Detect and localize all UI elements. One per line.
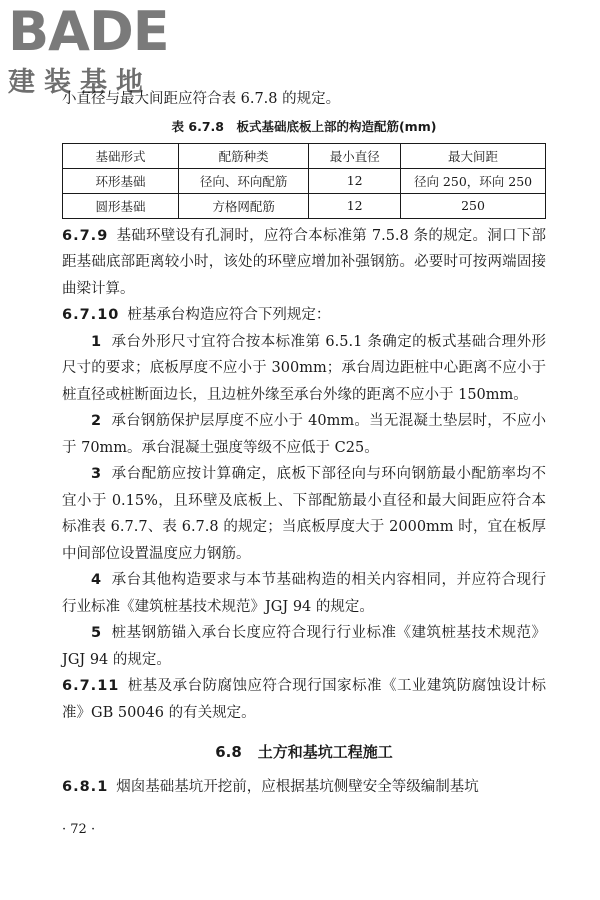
clause-text: 桩基承台构造应符合下列规定： xyxy=(127,307,331,323)
table-cell: 径向、环向配筋 xyxy=(178,168,308,193)
clause-6-8-1 xyxy=(62,774,546,801)
list-item xyxy=(62,567,546,620)
page-content xyxy=(62,86,546,801)
bade-logo xyxy=(8,6,183,98)
item-text: 承台钢筋保护层厚度不应小于 40mm。当无混凝土垫层时，不应小于 70mm。承台混凝土强度等级不应低于 C25。 xyxy=(62,413,546,456)
table-header-cell: 基础形式 xyxy=(63,143,179,168)
clause-number: 6.7.10 xyxy=(62,307,120,323)
item-number: 4 xyxy=(91,572,102,588)
list-item xyxy=(62,461,546,567)
table-row xyxy=(63,168,546,193)
item-number: 2 xyxy=(91,413,102,429)
table-cell: 环形基础 xyxy=(63,168,179,193)
list-item xyxy=(62,620,546,673)
table-cell: 250 xyxy=(401,193,546,218)
intro-line: 小直径与最大间距应符合表 6.7.8 的规定。 xyxy=(62,91,341,107)
page-number: · 72 · xyxy=(62,822,96,837)
clause-text: 烟囱基础基坑开挖前，应根据基坑侧壁安全等级编制基坑 xyxy=(116,779,479,795)
bade-wordmark xyxy=(8,6,183,58)
list-item xyxy=(62,329,546,409)
item-number: 5 xyxy=(91,625,102,641)
table-cell: 径向 250，环向 250 xyxy=(401,168,546,193)
item-number: 1 xyxy=(91,333,102,350)
clause-number: 6.8.1 xyxy=(62,779,109,795)
section-title-text: 土方和基坑工程施工 xyxy=(257,743,393,761)
list-item xyxy=(62,408,546,461)
section-number: 6.8 xyxy=(215,743,242,761)
item-text: 桩基钢筋锚入承台长度应符合现行行业标准《建筑桩基技术规范》JGJ 94 的规定。 xyxy=(62,625,546,668)
item-text: 承台外形尺寸宜符合按本标准第 6.5.1 条确定的板式基础合理外形尺寸的要求；底板厚度不应小于 300mm；承台周边距桩中心距离不应小于桩直径或桩断面边长，且边桩外缘至承台外缘的距离不应小于 150mm。 xyxy=(62,333,546,403)
table-cell: 圆形基础 xyxy=(63,193,179,218)
clause-number: 6.7.9 xyxy=(62,227,109,244)
bade-wordmark-text: BADE xyxy=(8,6,169,58)
item-number: 3 xyxy=(91,466,102,482)
clause-number: 6.7.11 xyxy=(62,678,120,694)
item-text: 承台配筋应按计算确定，底板下部径向与环向钢筋最小配筋率均不宜小于 0.15%，且环壁及底板上、下部配筋最小直径和最大间距应符合本标准表 6.7.7、表 6.7.8 的规定；当底板厚度大于 2000mm 时，宜在板厚中间部位设置温度应力钢筋。 xyxy=(62,466,546,562)
table-cell: 12 xyxy=(309,193,401,218)
section-heading xyxy=(62,740,546,764)
table-header-row xyxy=(63,143,546,168)
clause-6-7-10 xyxy=(62,302,546,329)
table-row xyxy=(63,193,546,218)
clause-6-7-11 xyxy=(62,673,546,726)
table-title: 表 6.7.8 板式基础底板上部的构造配筋(mm) xyxy=(171,118,437,134)
clause-text: 基础环壁设有孔洞时，应符合本标准第 7.5.8 条的规定。洞口下部距基础底部距离较小时，该处的环壁应增加补强钢筋。必要时可按两端固接曲梁计算。 xyxy=(62,227,546,297)
table-cell: 12 xyxy=(309,168,401,193)
table-cell: 方格网配筋 xyxy=(178,193,308,218)
table-header-cell: 最大间距 xyxy=(401,143,546,168)
table-header-cell: 配筋种类 xyxy=(178,143,308,168)
table-header-cell: 最小直径 xyxy=(309,143,401,168)
item-text: 承台其他构造要求与本节基础构造的相关内容相同，并应符合现行行业标准《建筑桩基技术规范》JGJ 94 的规定。 xyxy=(62,572,546,615)
reinforcement-table xyxy=(62,143,546,219)
clause-6-7-9 xyxy=(62,223,546,303)
logo-subtitle: 建装基地 xyxy=(8,67,152,98)
clause-text: 桩基及承台防腐蚀应符合现行国家标准《工业建筑防腐蚀设计标准》GB 50046 的有关规定。 xyxy=(62,678,546,721)
